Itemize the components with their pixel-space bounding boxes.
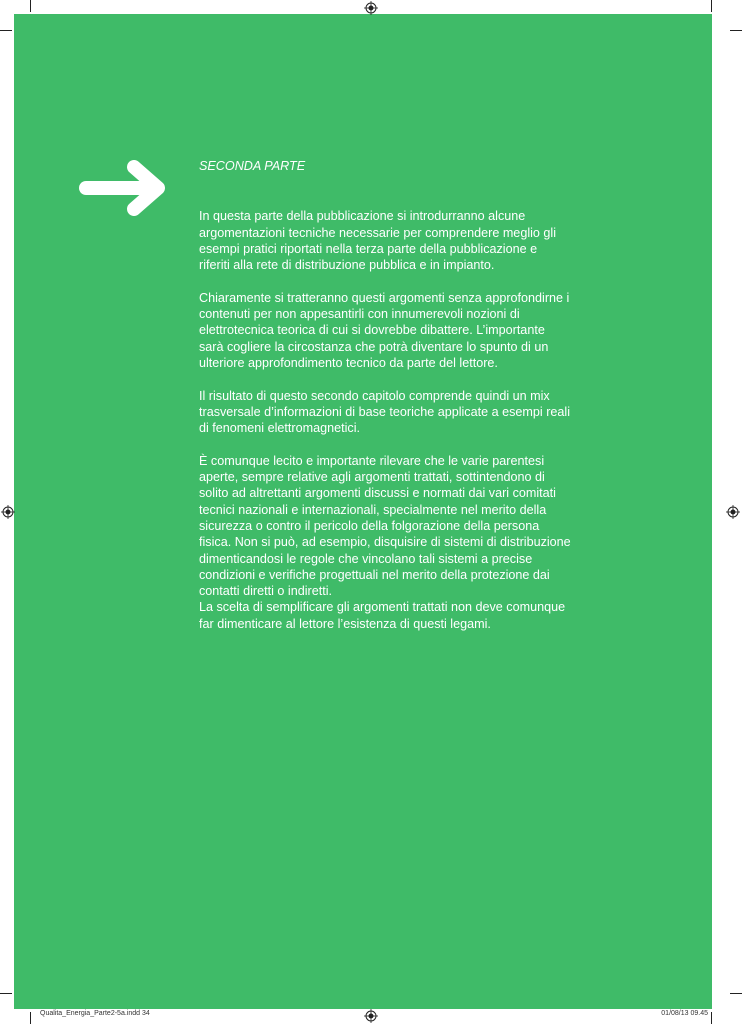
crop-mark — [0, 993, 12, 994]
crop-mark — [30, 1012, 31, 1024]
crop-mark — [711, 0, 712, 12]
section-title: SECONDA PARTE — [199, 159, 306, 173]
footer-date: 01/08/13 09.45 — [661, 1010, 708, 1017]
registration-mark-icon — [364, 1, 378, 15]
crop-mark — [730, 30, 742, 31]
paragraph: Chiaramente si tratteranno questi argomenti senza approfondirne i contenuti per non appesantirli con innumerevoli nozioni di elettrotecnica teorica di cui si dovrebbe dibattere. L’importante sarà cogliere la circostanza che potrà diventare lo spunto di un ulteriore approfondimento tecnico da parte del lettore. — [199, 290, 570, 370]
crop-mark — [30, 0, 31, 12]
footer-file-info: Qualita_Energia_Parte2-5a.indd 34 — [40, 1010, 150, 1017]
registration-mark-icon — [364, 1009, 378, 1023]
registration-mark-icon — [726, 505, 740, 519]
paragraph: La scelta di semplificare gli argomenti trattati non deve comunque far dimenticare al lettore l’esistenza di questi legami. — [199, 600, 566, 631]
article-body — [199, 158, 571, 648]
arrow-right-icon — [78, 160, 168, 216]
crop-mark — [730, 993, 742, 994]
paragraph: Il risultato di questo secondo capitolo comprende quindi un mix trasversale d’informazioni di base teoriche applicate a esempi reali di fenomeni elettromagnetici. — [199, 388, 571, 436]
paragraph: È comunque lecito e importante rilevare che le varie parentesi aperte, sempre relative agli argomenti trattati, sottintendono di solito ad altrettanti argomenti discussi e normati dai vari comitati tecnici nazionali e internazionali, specialmente nel merito della sicurezza o contro il pericolo della folgorazione della persona fisica. Non si può, ad esempio, disquisire di sistemi di distribuzione dimenticandosi le regole che vincolano tali sistemi a precise condizioni e verifiche progettuali nel merito della protezione dai contatti diretti o indiretti. — [199, 453, 571, 599]
registration-mark-icon — [1, 505, 15, 519]
crop-mark — [711, 1012, 712, 1024]
crop-mark — [0, 30, 12, 31]
paragraph: In questa parte della pubblicazione si introdurranno alcune argomentazioni tecniche necessarie per comprendere meglio gli esempi pratici riportati nella terza parte della pubblicazione e riferiti alla rete di distribuzione pubblica e in impianto. — [199, 209, 557, 273]
